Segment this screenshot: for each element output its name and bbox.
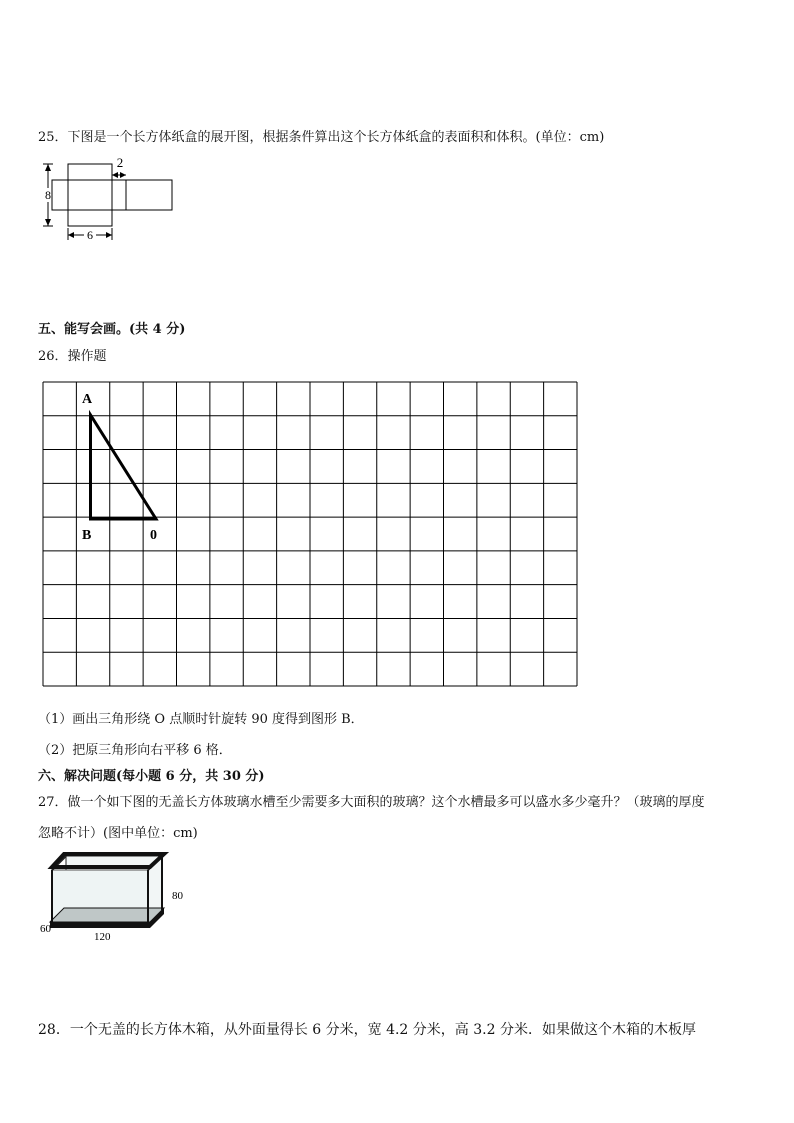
question-27-line1: 27．做一个如下图的无盖长方体玻璃水槽至少需要多大面积的玻璃？这个水槽最多可以盛水多少毫升？（玻璃的厚度	[38, 795, 705, 810]
vertex-a-label: A	[82, 392, 93, 407]
question-25-text: 25．下图是一个长方体纸盒的展开图，根据条件算出这个长方体纸盒的表面积和体积。(单位：cm)	[38, 130, 605, 145]
box-net-diagram	[38, 150, 178, 242]
tank-length-label: 120	[94, 931, 111, 943]
section-5-title: 五、能写会画。(共 4 分)	[38, 322, 186, 337]
triangle-abo	[91, 415, 157, 519]
tank-width-label: 60	[40, 923, 51, 935]
tank-height-label: 80	[172, 890, 183, 902]
question-26-text: 26．操作题	[38, 349, 107, 364]
aquarium-diagram	[38, 852, 198, 946]
width-label: 6	[87, 228, 93, 242]
question-26-sub1: （1）画出三角形绕 O 点顺时针旋转 90 度得到图形 B．	[38, 712, 364, 727]
vertex-b-label: B	[82, 528, 92, 543]
question-28-text: 28．一个无盖的长方体木箱，从外面量得长 6 分米，宽 4.2 分米，高 3.2 分米．如果做这个木箱的木板厚	[38, 1022, 696, 1038]
depth-label: 2	[116, 155, 124, 170]
vertex-o-label: 0	[150, 528, 157, 543]
height-label: 8	[45, 188, 51, 202]
section-6-title: 六、解决问题(每小题 6 分，共 30 分)	[38, 769, 265, 784]
operation-grid	[42, 381, 578, 687]
question-27-line2: 忽略不计）(图中单位：cm)	[38, 826, 198, 841]
question-26-sub2: （2）把原三角形向右平移 6 格．	[38, 743, 232, 758]
